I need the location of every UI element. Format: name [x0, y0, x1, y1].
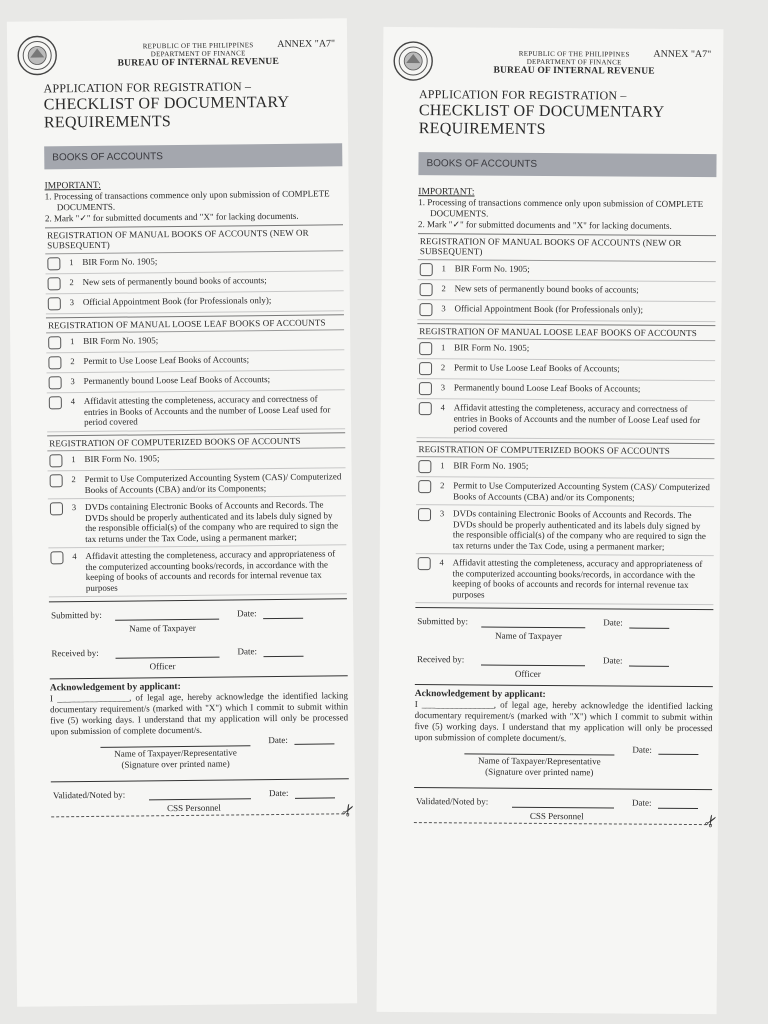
form-title-line2: CHECKLIST OF DOCUMENTARY	[43, 93, 290, 114]
signature-caption: (Signature over printed name)	[485, 766, 594, 778]
item-number: 3	[69, 296, 74, 307]
checklist-item	[48, 545, 346, 597]
item-number: 1	[441, 342, 446, 353]
date-label: Date:	[268, 734, 288, 746]
item-text: Permit to Use Loose Leaf Books of Accounts;	[454, 362, 620, 374]
validated-by-label: Validated/Noted by:	[416, 796, 489, 807]
item-number: 1	[69, 256, 74, 267]
acknowledgement-heading: Acknowledgement by applicant:	[414, 689, 546, 700]
checkbox-icon[interactable]	[50, 551, 63, 564]
received-by-line[interactable]	[481, 665, 585, 667]
item-text: BIR Form No. 1905;	[453, 460, 529, 471]
date-label: Date:	[268, 787, 289, 799]
checklist-item	[46, 291, 344, 314]
css-personnel-caption: CSS Personnel	[529, 810, 584, 822]
received-by-label: Received by:	[51, 647, 99, 659]
checkbox-icon[interactable]	[419, 382, 432, 395]
item-text: Permanently bound Loose Leaf Books of Accounts;	[83, 374, 271, 387]
bureau-line: BUREAU OF INTERNAL REVENUE	[493, 65, 655, 77]
checkbox-icon[interactable]	[419, 342, 432, 355]
section-title: REGISTRATION OF COMPUTERIZED BOOKS OF ACCOUNTS	[416, 441, 714, 460]
section-band: BOOKS OF ACCOUNTS	[418, 152, 716, 177]
item-text: Permit to Use Computerized Accounting System (CAS)/ Computerized Books of Accounts (CBA) and/or its Components;	[84, 471, 342, 495]
requirements-sections	[415, 233, 716, 606]
item-text: New sets of permanently bound books of accounts;	[454, 282, 639, 295]
checkbox-icon[interactable]	[48, 297, 61, 310]
received-by-row	[49, 637, 347, 678]
date-line[interactable]	[263, 618, 303, 619]
representative-caption: Name of Taxpayer/Representative	[114, 747, 237, 759]
checkbox-icon[interactable]	[418, 480, 431, 493]
item-text: BIR Form No. 1905;	[83, 335, 159, 347]
date-label: Date:	[602, 655, 623, 666]
item-number: 1	[440, 460, 445, 471]
officer-caption: Officer	[149, 661, 176, 672]
item-number: 3	[70, 376, 75, 387]
date-label: Date:	[603, 617, 623, 628]
item-number: 3	[441, 302, 446, 313]
checkbox-icon[interactable]	[420, 283, 433, 296]
bir-seal-icon	[393, 41, 433, 81]
annex-label: ANNEX "A7"	[277, 38, 336, 50]
date-label: Date:	[632, 744, 652, 755]
important-heading: IMPORTANT:	[418, 187, 475, 198]
department-line: DEPARTMENT OF FINANCE	[526, 57, 622, 67]
item-number: 4	[70, 396, 76, 407]
item-text: BIR Form No. 1905;	[454, 262, 530, 274]
agency-header	[479, 49, 669, 76]
section-title: REGISTRATION OF MANUAL BOOKS OF ACCOUNTS (NEW OR SUBSEQUENT)	[418, 233, 716, 262]
date-line[interactable]	[658, 808, 698, 809]
agency-header	[103, 41, 293, 69]
section-band: BOOKS OF ACCOUNTS	[44, 143, 342, 169]
signature-caption: (Signature over printed name)	[121, 758, 230, 770]
checkbox-icon[interactable]	[48, 356, 61, 369]
item-number: 2	[69, 276, 74, 287]
item-number: 2	[440, 480, 445, 491]
submitted-by-row	[49, 599, 347, 640]
validated-by-line[interactable]	[512, 807, 614, 809]
received-by-row	[415, 646, 713, 686]
section-title: REGISTRATION OF MANUAL LOOSE LEAF BOOKS OF ACCOUNTS	[417, 323, 715, 342]
item-number: 3	[440, 382, 446, 393]
item-number: 1	[70, 336, 75, 347]
date-label: Date:	[237, 646, 258, 657]
officer-caption: Officer	[514, 668, 541, 679]
submitted-by-line[interactable]	[481, 627, 585, 629]
submitted-by-label: Submitted by:	[51, 609, 102, 621]
item-text: BIR Form No. 1905;	[454, 342, 530, 353]
checkbox-icon[interactable]	[418, 508, 431, 521]
item-text: DVDs containing Electronic Books of Accounts and Records. The DVDs should be properly authenticated and its labels duly signed by the responsible official(s) of the company who are required to sign the tax returns under the Tax Code, using a permanent marker;	[452, 508, 706, 552]
department-line: DEPARTMENT OF FINANCE	[150, 49, 246, 59]
item-text: Affidavit attesting the completeness, accuracy and appropriateness of the computerized accounting books/records, in accordance with the keeping of books of accounts and records for internal revenue tax purposes	[452, 557, 703, 600]
item-text: Official Appointment Book (for Professionals only);	[82, 294, 272, 307]
bir-seal-icon	[17, 35, 57, 75]
form-title-line3: REQUIREMENTS	[418, 120, 546, 138]
important-note-1: 1. Processing of transactions commence only upon submission of COMPLETE DOCUMENTS.	[418, 197, 704, 219]
checklist-item	[48, 496, 346, 548]
form-title-line1: APPLICATION FOR REGISTRATION –	[418, 87, 627, 103]
item-text: Permit to Use Computerized Accounting System (CAS)/ Computerized Books of Accounts (CBA) and/or its Components;	[453, 480, 710, 503]
acknowledgement-heading: Acknowledgement by applicant:	[49, 682, 181, 694]
form-body	[43, 32, 360, 821]
submitted-by-row	[415, 608, 713, 648]
checkbox-icon[interactable]	[47, 257, 60, 270]
date-line[interactable]	[629, 628, 669, 629]
item-number: 4	[439, 557, 444, 568]
checkbox-icon[interactable]	[50, 502, 63, 515]
checkbox-icon[interactable]	[48, 336, 61, 349]
item-text: Permit to Use Loose Leaf Books of Accounts;	[83, 354, 250, 367]
form-title-line1: APPLICATION FOR REGISTRATION –	[43, 79, 252, 96]
checklist-item	[417, 399, 715, 440]
representative-signature-row	[414, 743, 712, 789]
checklist-item	[416, 457, 714, 479]
item-number: 2	[71, 474, 76, 485]
item-number: 1	[441, 262, 446, 273]
validated-by-row	[414, 788, 712, 828]
item-number: 3	[71, 502, 77, 513]
item-text: New sets of permanently bound books of accounts;	[82, 274, 267, 287]
section-title: REGISTRATION OF MANUAL LOOSE LEAF BOOKS OF ACCOUNTS	[46, 314, 344, 334]
checklist-item	[417, 300, 715, 322]
name-of-taxpayer-caption: Name of Taxpayer	[129, 622, 196, 634]
scissors-icon: ✂	[700, 811, 723, 832]
checkbox-icon[interactable]	[50, 474, 63, 487]
date-line[interactable]	[629, 666, 669, 667]
checkbox-icon[interactable]	[419, 402, 432, 415]
checklist-item	[417, 379, 715, 401]
important-note-1: 1. Processing of transactions commence only upon submission of COMPLETE DOCUMENTS.	[44, 188, 330, 212]
checklist-item	[418, 260, 716, 282]
validated-by-line[interactable]	[149, 798, 251, 800]
checklist-form-left	[7, 18, 360, 1007]
item-number: 2	[441, 282, 446, 293]
republic-line: REPUBLIC OF THE PHILIPPINES	[142, 41, 254, 51]
checklist-item	[418, 280, 716, 302]
received-by-line[interactable]	[116, 657, 220, 659]
date-line[interactable]	[264, 656, 304, 657]
item-text: Official Appointment Book (for Professionals only);	[454, 302, 644, 315]
date-label: Date:	[631, 797, 652, 808]
form-title-line3: REQUIREMENTS	[43, 113, 172, 132]
checklist-item	[416, 477, 714, 507]
submitted-by-line[interactable]	[115, 619, 219, 621]
requirements-sections	[45, 224, 347, 598]
item-number: 4	[72, 551, 77, 562]
date-line[interactable]	[294, 743, 334, 744]
checkbox-icon[interactable]	[420, 263, 433, 276]
annex-label: ANNEX "A7"	[653, 48, 712, 61]
item-text: Permanently bound Loose Leaf Books of Accounts;	[453, 382, 641, 394]
representative-caption: Name of Taxpayer/Representative	[477, 755, 601, 767]
checklist-item	[417, 359, 715, 381]
representative-signature-row	[50, 734, 348, 781]
item-number: 2	[70, 356, 75, 367]
scissors-icon: ✂	[338, 800, 360, 821]
acknowledgement-text: I ________________, of legal age, hereby acknowledge the identified lacking documentary requirement/s (marked with "X") which I commit to submit within five (5) working days. I understand that my application will only be processed upon submission of complete document/s.	[49, 690, 349, 737]
date-line[interactable]	[658, 754, 698, 755]
item-number: 3	[439, 508, 445, 519]
validated-by-row	[51, 779, 349, 820]
section-title: REGISTRATION OF MANUAL BOOKS OF ACCOUNTS (NEW OR SUBSEQUENT)	[45, 224, 343, 254]
republic-line: REPUBLIC OF THE PHILIPPINES	[518, 49, 630, 59]
item-text: BIR Form No. 1905;	[82, 255, 158, 267]
checkbox-icon[interactable]	[419, 362, 432, 375]
checkbox-icon[interactable]	[419, 303, 432, 316]
item-text: Affidavit attesting the completeness, accuracy and correctness of entries in Books of Accounts and the number of Loose Leaf used for period covered	[453, 402, 701, 434]
section-title: REGISTRATION OF COMPUTERIZED BOOKS OF ACCOUNTS	[47, 432, 345, 452]
css-personnel-caption: CSS Personnel	[167, 802, 221, 814]
checklist-item	[47, 390, 345, 432]
item-number: 4	[440, 402, 445, 413]
checkbox-icon[interactable]	[49, 396, 62, 409]
checklist-item	[416, 505, 714, 556]
checklist-item	[415, 554, 713, 605]
received-by-label: Received by:	[416, 654, 465, 665]
important-note-2: 2. Mark "✓" for submitted documents and "X" for lacking documents.	[44, 210, 299, 224]
item-text: Affidavit attesting the completeness, accuracy and appropriateness of the computerized accounting books/records, in accordance with the keeping of books of accounts and records for internal revenue tax purposes	[85, 548, 336, 593]
bureau-line: BUREAU OF INTERNAL REVENUE	[117, 56, 280, 69]
name-of-taxpayer-caption: Name of Taxpayer	[495, 630, 562, 642]
checkbox-icon[interactable]	[418, 557, 431, 570]
date-line[interactable]	[295, 797, 335, 798]
item-number: 2	[440, 362, 446, 373]
item-text: Affidavit attesting the completeness, accuracy and correctness of entries in Books of Accounts and the number of Loose Leaf used for period covered	[83, 393, 331, 428]
item-text: DVDs containing Electronic Books of Accounts and Records. The DVDs should be properly authenticated and its labels duly signed by the responsible official(s) of the company who are required to sign the tax returns under the Tax Code, using a permanent marker;	[84, 499, 339, 544]
important-note-2: 2. Mark "✓" for submitted documents and "X" for lacking documents.	[418, 219, 672, 231]
checkbox-icon[interactable]	[418, 460, 431, 473]
checkbox-icon[interactable]	[48, 277, 61, 290]
validated-by-label: Validated/Noted by:	[52, 789, 126, 801]
checklist-item	[417, 339, 715, 361]
checklist-form-right	[377, 27, 724, 1014]
acknowledgement-text: I ________________, of legal age, hereby acknowledge the identified lacking documentary requirement/s (marked with "X") which I commit to submit within five (5) working days. I understand that my application will only be processed upon submission of complete document/s.	[414, 699, 713, 744]
item-text: BIR Form No. 1905;	[84, 453, 160, 465]
checkbox-icon[interactable]	[49, 376, 62, 389]
important-heading: IMPORTANT:	[44, 180, 101, 192]
submitted-by-label: Submitted by:	[417, 616, 469, 627]
checkbox-icon[interactable]	[49, 454, 62, 467]
form-body	[414, 41, 723, 832]
form-title-line2: CHECKLIST OF DOCUMENTARY	[418, 102, 665, 121]
date-label: Date:	[237, 608, 257, 619]
checklist-item	[48, 468, 346, 499]
item-number: 1	[71, 454, 76, 465]
